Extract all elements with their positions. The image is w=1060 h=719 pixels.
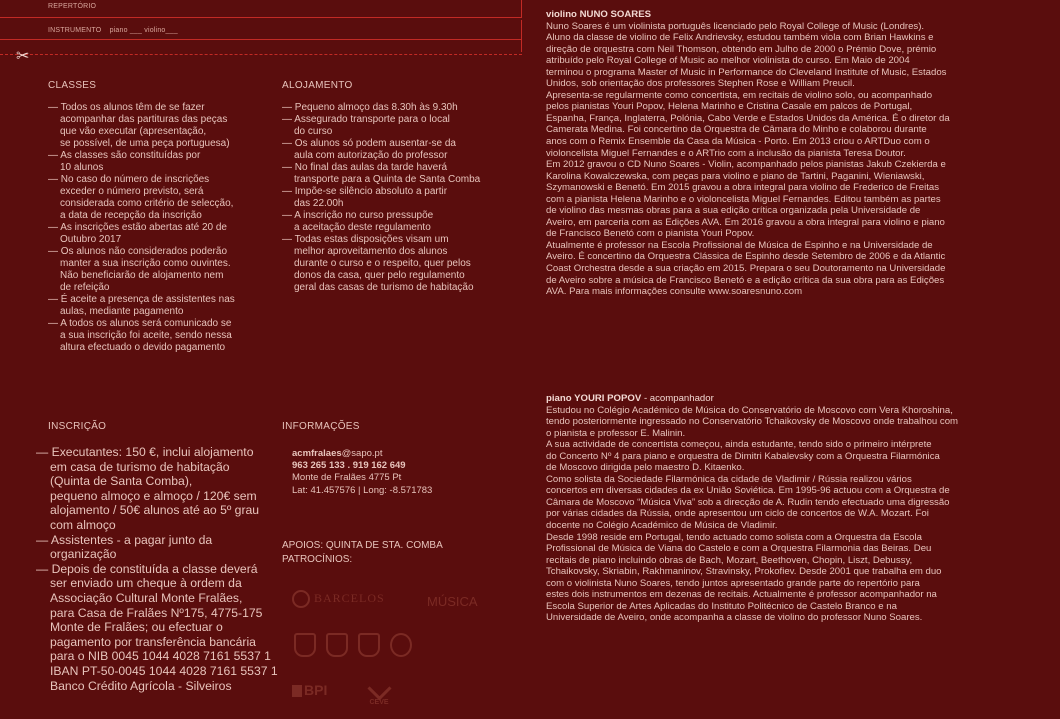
bio-line: pelos pianistas Youri Popov, Helena Marinho e Cristina Casale em palcos de Portugal, [546,101,913,113]
bio-line: direção de orquestra com Neil Thomson, obtendo em Julho de 2000 o Prémio Dove, prémio [546,43,937,55]
text-line: — Os alunos só podem ausentar-se da [282,138,456,149]
bio-line: Aveiro, em parceria com as Edições AVA. Em 2016 gravou a obra integral para violino e piano [546,216,945,228]
form-underline [0,39,522,40]
bio-line: por várias cidades da Rússia, onde apresentou um ciclo de concertos de W.A. Mozart. Foi [546,508,929,520]
text-line: para o NIB 0045 1044 4028 7161 5537 1 [50,649,271,664]
informacoes-heading: INFORMAÇÕES [282,421,360,432]
bio-text [546,405,1020,624]
contact-info [292,448,432,497]
bio-title: violino NUNO SOARES [546,9,652,20]
form-underline [0,17,522,18]
bio-line: de Aveiro sobre a música de Francisco Benetó e a edição crítica da sua obra para as Edições [546,274,945,286]
bio-line: Escola Superior de Artes Aplicadas do Instituto Politécnico de Castelo Branco e na [546,600,897,612]
bio-line: concertos em diversas cidades da ex União Soviética. Em 1995-96 actuou com a Orquestra de [546,485,950,497]
text-line: durante o curso e o respeito, quer pelos [294,258,471,269]
instrumento-label: INSTRUMENTO [48,27,102,34]
inscricao-text [36,445,282,693]
bio-line: atribuído pelo Royal College of Music ao melhor violinista do curso. Em Maio de 2004 [546,55,910,67]
bio-youri-popov [546,393,1020,624]
email-link[interactable]: acmfralaes@sapo.pt [292,448,383,459]
text-line: — É aceite a presença de assistentes nas [48,294,235,305]
bio-line: Karolina Kowalczewska, com peças para violino e piano de Tartini, Paganini, Wieniawski, [546,170,925,182]
form-border-right [521,0,522,18]
cut-line [0,54,522,55]
ceve-logo: CEVE [366,680,392,706]
bio-line: A sua actividade de concertista começou, ainda estudante, tendo sido o primeiro intérprete [546,439,932,451]
text-line: altura efectuado o devido pagamento [60,342,226,353]
text-line: Associação Cultural Monte Fralães, [50,590,243,605]
bio-line: Coast Orchestra desde a sua criação em 2015. Prepara o seu Doutoramento na Universidade [546,263,946,275]
musica-logo: MÚSICA [427,594,478,609]
text-line: a aceitação deste regulamento [294,222,431,233]
text-line: — Pequeno almoço das 8.30h às 9.30h [282,102,458,113]
barcelos-logo: BARCELOS [292,590,385,608]
text-line: do curso [294,126,333,137]
text-line: a data de recepção da inscrição [60,210,202,221]
text-line: em casa de turismo de habitação [50,459,230,474]
apoios-block [282,539,443,567]
text-line: a sua inscrição foi aceite, sendo nessa [60,330,232,341]
bio-line: Tchaikovsky, Skriabin, Rakhmaninov, Stravinsky, Prokofiev. Desde 2001 que trabalha em duo [546,566,942,578]
bio-line: terminou o programa Master of Music in Performance do Cleveland Institute of Music, Estados [546,66,947,78]
text-line: que vão executar (apresentação, [60,126,207,137]
bio-line: tendo posteriormente ingressado no Conservatório Tchaikovsky de Moscovo onde trabalhou com [546,416,959,428]
text-line: (Quinta de Santa Comba), [50,474,193,489]
text-line: — Executantes: 150 €, inclui alojamento [36,445,254,459]
bio-line: Universidade de Aveiro, onde acompanha a classe de violino do professor Nuno Soares. [546,612,923,624]
bio-line: Profissional de Música de Viana do Castelo e com a Orquestra Filarmonia das Beiras. Deu [546,543,932,555]
text-line: — Depois de constituída a classe deverá [36,561,258,576]
bio-line: com a pianista Helena Marinho e o violoncelista Miguel Fernandes. Editou também as partes [546,193,941,205]
text-line: — Todas estas disposições visam um [282,234,449,245]
text-line: Banco Crédito Agrícola - Silveiros [50,678,232,693]
text-line: — As inscrições estão abertas até 20 de [48,222,227,233]
instrumento-field [48,27,178,34]
text-line: — Assistentes - a pagar junto da [36,532,213,547]
bio-line: Atualmente é professor na Escola Profissional de Música de Espinho e na Universidade de [546,239,933,251]
text-line: das 22.00h [294,198,344,209]
text-line: aulas, mediante pagamento [60,306,184,317]
bio-line: Apresenta-se regularmente como concertista, em recitais de violino solo, ou acompanhado [546,89,933,101]
text-line: geral das casas de turismo de habitação [294,282,474,293]
bio-text [546,21,1020,298]
bio-line: Szymanowski e Benetó. Em 2015 gravou a obra integral para violino de Frederico de Freitas [546,182,940,194]
coordinates: Lat: 41.457576 | Long: -8.571783 [292,484,433,496]
text-line: — As classes são constituídas por [48,150,201,161]
alojamento-text [282,102,512,294]
bio-line: Espanha, França, Inglaterra, Polónia, Cabo Verde e Estados Unidos da América. É o diretor da [546,112,950,124]
bio-line: Desde 1998 reside em Portugal, tendo actuado como solista com a Orquestra da Escola [546,531,922,543]
text-line: Monte de Fralães; ou efectuar o [50,620,223,635]
bio-line: violoncelista Miguel Fernandes e o ARTrio com a inclusão da pianista Teresa Doutor. [546,147,906,159]
text-line: — No final das aulas da tarde haverá [282,162,448,173]
text-line: de refeição [60,282,110,293]
bio-line: Câmara de Moscovo “Música Viva” sob a direcção de A. Rudin tendo efectuado uma digressão [546,496,950,508]
bio-line: Em 2012 gravou o CD Nuno Soares - Violin, acompanhado pelos pianistas Jakub Czekierda e [546,159,946,171]
phone-numbers: 963 265 133 . 919 162 649 [292,460,406,472]
bio-line: de Moscovo dirigida pelo maestro D. Kitaenko. [546,462,745,474]
text-line: — Assegurado transporte para o local [282,114,450,125]
crest-icon [390,633,412,657]
text-line: 10 alunos [60,162,104,173]
bio-line: de violino das mesmas obras para a sua edição crítica organizada pela Universidade de [546,205,921,217]
text-line: — Todos os alunos têm de se fazer [48,102,205,113]
text-line: acompanhar das partituras das peças [60,114,228,125]
bio-line: de Francisco Benetó com o pianista Youri Popov. [546,228,755,240]
barcelos-emblem-icon [292,590,310,608]
bio-nuno-soares [546,9,1020,298]
bio-line: Como solista da Sociedade Filarmónica da cidade de Vladimir / Rússia realizou vários [546,473,912,485]
text-line: IBAN PT-50-0045 1044 4028 7161 5537 1 [50,663,278,678]
alojamento-heading: ALOJAMENTO [282,80,353,91]
apoios-line: APOIOS: QUINTA DE STA. COMBA [282,540,443,551]
bio-line: AVA. Para mais informações consulte www.soaresnuno.com [546,286,803,298]
bio-line: Unidos, sob orientação dos professores Stephen Rose e William Preucil. [546,78,855,90]
text-line: pequeno almoço e almoço / 120€ sem [50,488,257,503]
ceve-chevron-icon [367,676,391,700]
text-line: — Impõe-se silêncio absoluto a partir [282,186,448,197]
patrocinios-label: PATROCÍNIOS: [282,554,353,565]
text-line: exceder o número previsto, será [60,186,204,197]
repertorio-label: REPERTÓRIO [48,3,97,10]
text-line: donos da casa, quer pelo regulamento [294,270,465,281]
bio-line: Nuno Soares é um violinista português licenciado pelo Royal College of Music (Londres). [546,20,925,32]
bio-line: estes dois instrumentos em dezenas de recitais. Actualmente é professor acompanhador na [546,589,937,601]
crest-icon [294,633,316,657]
crest-icon [358,633,380,657]
text-line: — A inscrição no curso pressupõe [282,210,434,221]
text-line: ser enviado um cheque à ordem da [50,576,242,591]
text-line: aula com autorização do professor [294,150,448,161]
bio-line: Estudou no Colégio Académico de Música do Conservatório de Moscovo com Vera Khoroshina, [546,404,953,416]
instrumento-options: piano ___ violino___ [109,27,178,34]
scissors-icon: ✂ [16,48,30,65]
address: Monte de Fralães 4775 Pt [292,472,402,484]
classes-text [48,102,278,354]
text-line: com almoço [50,517,116,532]
text-line: alojamento / 50€ alunos até ao 5º grau [50,503,260,518]
bio-title: piano YOURI POPOV - acompanhador [546,393,714,404]
text-line: Outubro 2017 [60,234,122,245]
bio-line: do Concerto Nº 4 para piano e orquestra de Dimitri Kabalevsky com a Orquestra Filarmónica [546,450,940,462]
classes-heading: CLASSES [48,80,97,91]
bio-line: docente no Colégio Académico de Música de Vladimir. [546,520,778,532]
bio-line: recitais de piano incluindo obras de Bach, Mozart, Beethoven, Chopin, Liszt, Debussy, [546,554,913,566]
text-line: manter a sua inscrição como ouvintes. [60,258,231,269]
text-line: para Casa de Fralães Nº175, 4775-175 [50,605,263,620]
text-line: — A todos os alunos será comunicado se [48,318,232,329]
form-border-right [521,20,522,52]
bio-line: Aveiro. É concertino da Orquestra Clássica de Espinho desde Setembro de 2006 e da Atlantic [546,251,946,263]
bpi-mark-icon [292,685,302,697]
bio-line: Aluno da classe de violino de Felix Andrievsky, estudou também viola com Brian Hawkins e [546,32,934,44]
crest-icon [326,633,348,657]
text-line: melhor aproveitamento dos alunos [294,246,448,257]
bio-line: Camerata Medina. Foi concertino da Orquestra de Câmara do Minho e colaborou durante [546,124,927,136]
text-line: Não beneficiarão de alojamento nem [60,270,224,281]
text-line: se possível, de uma peça portuguesa) [60,138,230,149]
text-line: — Os alunos não considerados poderão [48,246,228,257]
text-line: — No caso do número de inscrições [48,174,210,185]
bio-line: o pianista e professor E. Malinin. [546,427,686,439]
text-line: considerada como critério de selecção, [60,198,234,209]
bpi-logo: BPI [292,682,327,698]
bio-line: com o violinista Nuno Soares, tendo juntos apresentado grande parte do repertório para [546,577,920,589]
inscricao-heading: INSCRIÇÃO [48,421,107,432]
text-line: pagamento por transferência bancária [50,634,256,649]
text-line: organização [50,547,117,562]
text-line: transporte para a Quinta de Santa Comba [294,174,481,185]
bio-line: anos com o Remix Ensemble da Casa da Música - Porto. Em 2013 criou o ARTDuo com o [546,136,930,148]
